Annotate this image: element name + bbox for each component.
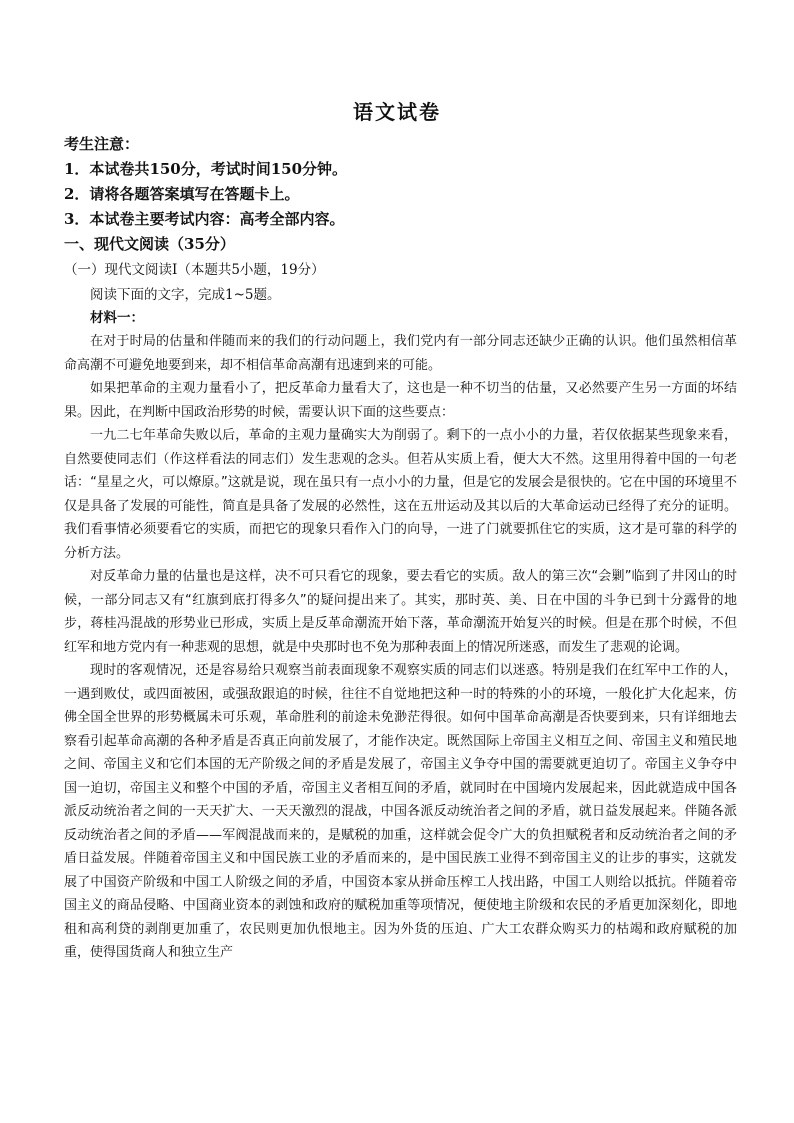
passage-paragraph: 一九二七年革命失败以后，革命的主观力量确实大为削弱了。剩下的一点小小的力量，若仅依据某些现象来看，自然要使同志们（作这样看法的同志们）发生悲观的念头。但若从实质上看，便大大不然。这里用得着中国的一句老话：“星星之火，可以燎原。”这就是说，现在虽只有一点小小的力量，但是它的发展会是很快的。它在中国的环境里不仅是具备了发展的可能性，简直是具备了发展的必然性，这在五卅运动及其以后的大革命运动已经得了充分的证明。我们看事情必须要看它的实质，而把它的现象只看作入门的向导，一进了门就要抓住它的实质，这才是可靠的科学的分析方法。 — [64, 428, 737, 561]
page-title: 语文试卷 — [353, 100, 441, 124]
notice-item-1: 1．本试卷共150分，考试时间150分钟。 — [64, 160, 348, 178]
passage-paragraph: 现时的客观情况，还是容易给只观察当前表面现象不观察实质的同志们以迷惑。特别是我们在红军中工作的人，一遇到败仗，或四面被困，或强敌跟追的时候，往往不自觉地把这种一时的特殊的小的环境，一般化扩大化起来，仿佛全国全世界的形势概属未可乐观，革命胜利的前途未免渺茫得很。如何中国革命高潮是否快要到来，只有详细地去察看引起革命高潮的各种矛盾是否真正向前发展了，才能作决定。既然国际上帝国主义相互之间、帝国主义和殖民地之间、帝国主义和它们本国的无产阶级之间的矛盾是发展了，帝国主义争夺中国的需要就更迫切了。帝国主义争夺中国一迫切，帝国主义和整个中国的矛盾，帝国主义者相互间的矛盾，就同时在中国境内发展起来，因此就造成中国各派反动统治者之间的一天天扩大、一天天激烈的混战，中国各派反动统治者之间的矛盾，就日益发展起来。伴随各派反动统治者之间的矛盾——军阀混战而来的，是赋税的加重，这样就会促令广大的负担赋税者和反动统治者之间的矛盾日益发展。伴随着帝国主义和中国民族工业的矛盾而来的，是中国民族工业得不到帝国主义的让步的事实，这就发展了中国资产阶级和中国工人阶级之间的矛盾，中国资本家从拼命压榨工人找出路，中国工人则给以抵抗。伴随着帝国主义的商品侵略、中国商业资本的剥蚀和政府的赋税加重等项情况，便使地主阶级和农民的矛盾更加深刻化，即地租和高利贷的剥削更加重了，农民则更加仇恨地主。因为外货的压迫、广大工农群众购买力的枯竭和政府赋税的加重，使得国货商人和独立生产 — [64, 663, 737, 960]
notice-item-3: 3．本试卷主要考试内容：高考全部内容。 — [64, 210, 345, 228]
section-heading: 一、现代文阅读（35分） — [64, 235, 235, 253]
reading-passage — [64, 330, 737, 965]
passage-paragraph: 在对于时局的估量和伴随而来的我们的行动问题上，我们党内有一部分同志还缺少正确的认识。他们虽然相信革命高潮不可避免地要到来，却不相信革命高潮有迅速到来的可能。 — [64, 334, 737, 373]
material-label: 材料一： — [90, 310, 144, 326]
passage-paragraph: 对反革命力量的估量也是这样，决不可只看它的现象，要去看它的实质。敌人的第三次“会剿”临到了井冈山的时候，一部分同志又有“红旗到底打得多久”的疑问提出来了。其实，那时英、美、日在中国的斗争已到十分露骨的地步，蒋桂冯混战的形势业已形成，实质上是反革命潮流开始下落，革命潮流开始复兴的时候。但是在那个时候，不但红军和地方党内有一种悲观的思想，就是中央那时也不免为那种表面上的情况所迷惑，而发生了悲观的论调。 — [64, 569, 737, 655]
passage-paragraph: 如果把革命的主观力量看小了，把反革命力量看大了，这也是一种不切当的估量，又必然要产生另一方面的坏结果。因此，在判断中国政治形势的时候，需要认识下面的这些要点： — [64, 381, 737, 420]
subsection-heading: （一）现代文阅读Ⅰ（本题共5小题，19分） — [64, 262, 325, 278]
notice-item-2: 2．请将各题答案填写在答题卡上。 — [64, 185, 300, 203]
notice-heading: 考生注意： — [64, 135, 140, 153]
reading-instruction: 阅读下面的文字，完成1~5题。 — [90, 287, 281, 303]
